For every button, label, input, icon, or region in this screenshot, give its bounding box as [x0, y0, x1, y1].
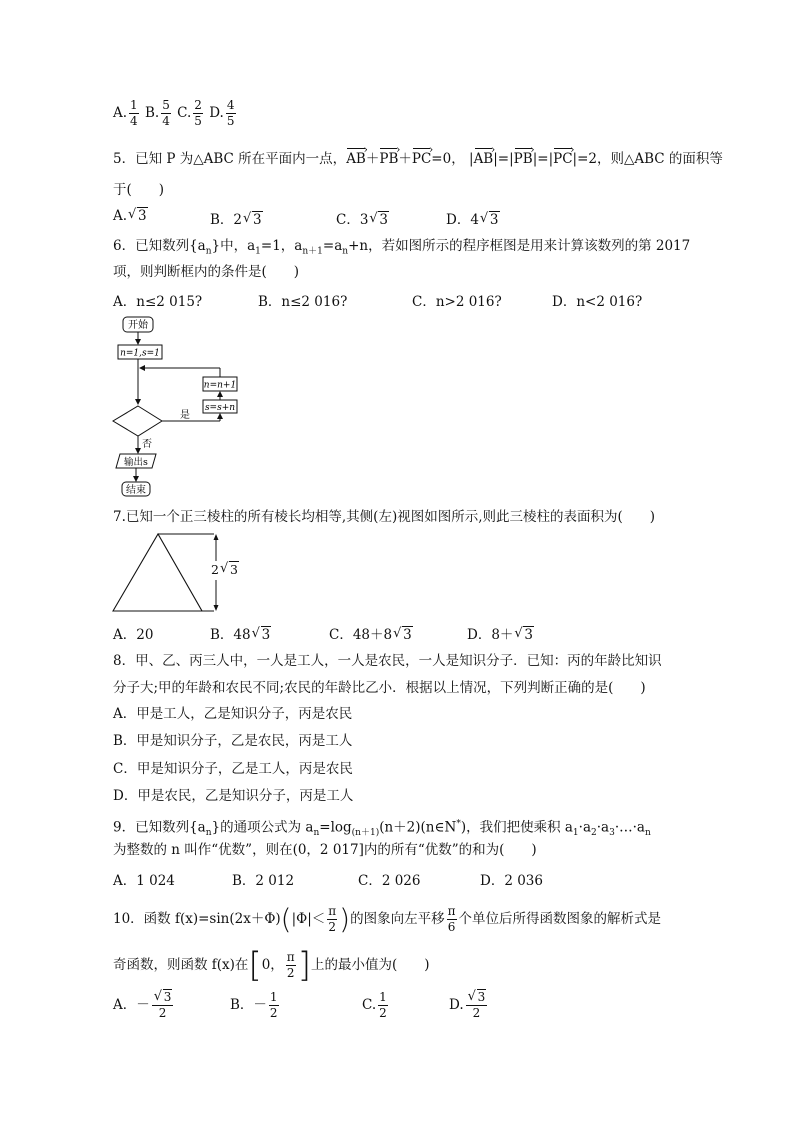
q5-option-c: C．3√ 3 [336, 208, 389, 228]
q4-option-d: D. $\frac{4}{5}$ [209, 98, 235, 128]
q7-option-b: B．48√ 3 [210, 623, 271, 643]
q6-line1: 6．已知数列$\{a_n\}$中，$a_1=1$，$a_{n+1}=a_n+n$，若如图所示的程序框图是用来计算该数列的第 2017 [113, 238, 691, 257]
flow-end-label: 结束 [126, 485, 146, 496]
q8-option-b: B．甲是知识分子，乙是农民，丙是工人 [113, 733, 353, 749]
flow-decision [113, 406, 162, 436]
flow-sum-box [203, 400, 237, 413]
q9-option-b: B．2 012 [232, 873, 295, 889]
q6-option-d: D．n<2 016? [552, 294, 643, 310]
q5-option-a: A.√ 3 [113, 208, 148, 224]
q6-option-c: C．n>2 016? [412, 294, 502, 310]
q5-line1: 5．已知 P 为△ABC 所在平面内一点，AB ›＋PB ›＋PC ›=0， |AB ›|=|PB ›|=|PC ›|=2，则△ABC 的面积等 [113, 150, 723, 168]
flow-output-label: 输出s [124, 457, 148, 468]
q10-option-b: B．－ $\frac{1}{2}$ [230, 990, 278, 1020]
flow-inc-box [203, 377, 237, 391]
q4-option-b: B. $\frac{5}{4}$ [144, 98, 170, 128]
q7-option-a: A．20 [113, 627, 154, 643]
q7-line1: 7.已知一个正三棱柱的所有棱长均相等,其侧(左)视图如图所示,则此三棱柱的表面积为( ) [113, 509, 656, 525]
q8-line2: 分子大;甲的年龄和农民不同;农民的年龄比乙小．根据以上情况，下列判断正确的是( ) [113, 680, 646, 696]
q10-option-a: A．－ √ $\frac{3}{2}$ [113, 990, 175, 1021]
q4-options [113, 98, 238, 129]
q8-option-d: D．甲是农民，乙是知识分子，丙是工人 [113, 788, 354, 804]
q6-option-b: B．n≤2 016? [258, 294, 348, 310]
q4-option-a: A. $\frac{1}{4}$ [113, 98, 138, 128]
q7-dim-label: 2√ 3 [211, 562, 239, 577]
flowchart [110, 314, 250, 500]
q6-option-a: A．n≤2 015? [113, 294, 203, 310]
q7-option-d: D．8＋√ 3 [467, 623, 534, 643]
flow-output-box [116, 454, 156, 468]
q9-option-d: D．2 036 [480, 873, 543, 889]
q9-line1: 9．已知数列$\{a_n\}$的通项公式为 $a_n=\log_{(n+1)}(n+2)(n\in N^*)$，我们把使乘积 $a_1\cdot a_2\cdot a_3\cdot\dots\cdot a_n$ [113, 819, 651, 839]
q10-option-c: C. $\frac{1}{2}$ [362, 990, 387, 1020]
q4-option-c: C. $\frac{2}{5}$ [177, 98, 202, 128]
flow-inc-label: n=n+1 [203, 380, 237, 391]
flow-yes-label: 是 [180, 410, 190, 421]
q10-line1: 10．函数 f(x)=sin(2x＋Φ)(|Φ|＜ $\frac{\pi}{2}$ )的图象向左平移 $\frac{\pi}{6}$ 个单位后所得函数图象的解析式是 [113, 902, 661, 936]
q6-line2: 项，则判断框内的条件是( ) [113, 264, 300, 280]
flow-no-label: 否 [142, 439, 152, 450]
q7-triangle [113, 534, 202, 611]
q5-option-d: D．4√ 3 [446, 208, 500, 228]
flow-sum-label: s=s+n [204, 403, 236, 413]
flow-start-label: 开始 [128, 320, 148, 331]
q10-line2: 奇函数，则函数 f(x)在[0， $\frac{\pi}{2}$ ]上的最小值为( ) [113, 945, 430, 986]
q8-option-c: C．甲是知识分子，乙是工人，丙是农民 [113, 761, 353, 777]
q9-option-a: A．1 024 [113, 873, 175, 889]
q10-option-d: D. √ $\frac{3}{2}$ [449, 990, 489, 1021]
q7-option-c: C．48＋8√ 3 [329, 623, 413, 643]
flow-end-box [122, 482, 150, 496]
q5-option-b: B．2√ 3 [210, 208, 263, 228]
q8-option-a: A．甲是工人，乙是知识分子，丙是农民 [113, 706, 353, 722]
flow-init-box [118, 345, 162, 359]
q8-line1: 8．甲、乙、丙三人中，一人是工人，一人是农民，一人是知识分子．已知：丙的年龄比知识 [113, 653, 662, 669]
q5-line2: 于( ) [113, 182, 165, 198]
q9-option-c: C．2 026 [358, 873, 421, 889]
flow-start-box [123, 317, 153, 332]
q9-line2: 为整数的 n 叫作“优数”，则在(0，2 017]内的所有“优数”的和为( ) [113, 842, 537, 858]
flow-init-label: n=1,s=1 [120, 348, 160, 359]
